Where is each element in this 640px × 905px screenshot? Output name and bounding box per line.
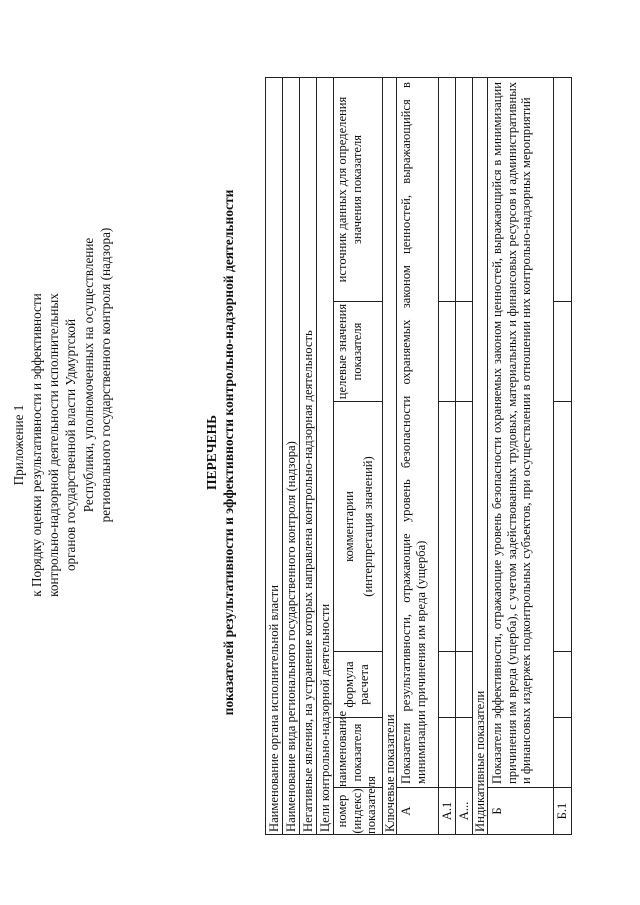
row-a-description: Показатели результативности, отражающие уровень безопасности охраняемых законом ценностей, выражающийся в минимизации причинения им вреда (ущерба)	[399, 82, 428, 784]
header-comments: комментарии	[342, 491, 356, 562]
section-indicative-indicators: Индикативные показатели	[473, 690, 487, 832]
row-control-type: Наименование вида регионального государственного контроля (надзора)	[284, 441, 298, 832]
appendix-line-1: Приложение 1	[11, 404, 26, 486]
header-target-values: целевые значения показателя	[335, 303, 364, 400]
appendix-line-4: органов государственной власти Удмуртской	[63, 318, 78, 572]
header-number: номер (индекс) показателя	[335, 776, 378, 834]
row-goals: Цели контрольно-надзорной деятельности	[318, 603, 332, 832]
row-b-index: Б	[490, 807, 504, 815]
appendix-line-3: контрольно-надзорной деятельности исполнительных	[46, 293, 61, 597]
row-a-more-index: А...	[457, 801, 471, 821]
row-a1-index: А.1	[440, 801, 454, 821]
document-subtitle: показателей результативности и эффективности контрольно-надзорной деятельности	[221, 189, 236, 716]
header-name: наименование показателя	[335, 710, 364, 787]
document-title: ПЕРЕЧЕНЬ	[204, 414, 219, 491]
appendix-line-5: Республики, уполномоченных на осуществление	[81, 237, 96, 513]
row-negative-phenomena: Негативные явления, на устранение которых направлена контрольно-надзорная деятельность	[301, 330, 315, 832]
indicators-table	[265, 77, 572, 835]
header-formula: формула расчета	[342, 661, 371, 708]
appendix-line-2: к Порядку оценки результативности и эффективности	[29, 293, 44, 597]
header-data-source: источник данных для определения значения показателя	[335, 96, 364, 283]
section-key-indicators: Ключевые показатели	[383, 714, 397, 832]
header-comments-interpretation: (интерпретация значений)	[361, 456, 375, 597]
row-b-description: Показатели эффективности, отражающие уровень безопасности охраняемых законом ценностей, выражающийся в минимизации причинения им вреда (ущерба), с учетом задействованных трудовых, материальных и финансовых ресурсов и административных и финансовых издержек подконтрольных субъектов, при осуществлении в отношении них контрольно-надзорных мероприятий	[490, 82, 533, 784]
row-authority-name: Наименование органа исполнительной власти	[267, 585, 281, 832]
row-b1-index: Б.1	[555, 802, 569, 820]
appendix-line-6: регионального государственного контроля (надзора)	[98, 227, 113, 523]
row-a-index: А	[399, 806, 413, 816]
